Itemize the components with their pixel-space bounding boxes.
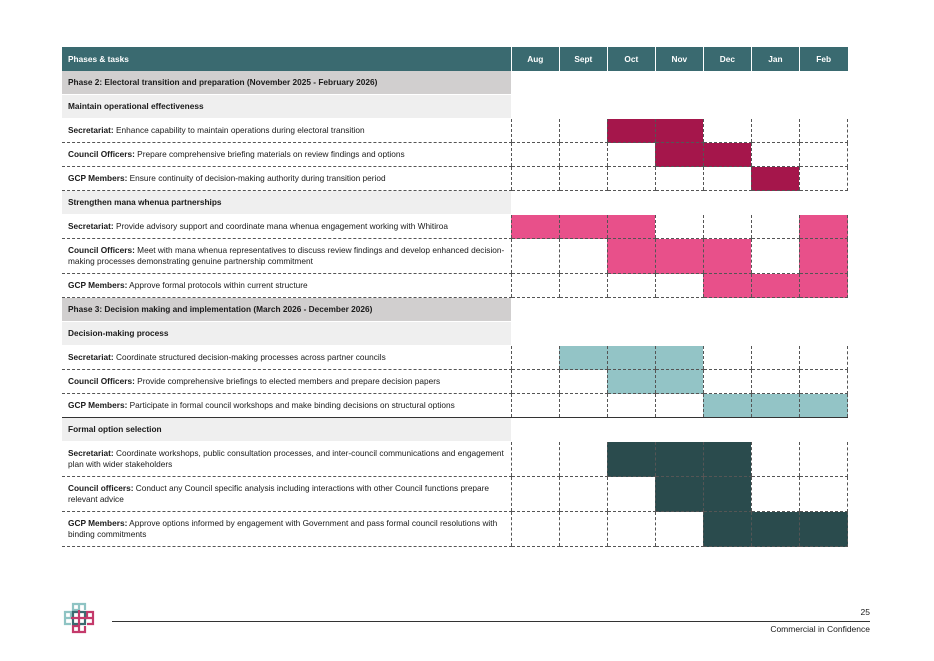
timeline-bar-cell	[703, 512, 751, 547]
timeline-empty-cell	[511, 346, 559, 370]
timeline-empty-cell	[799, 143, 847, 167]
timeline-empty-cell	[511, 370, 559, 394]
timeline-bar-cell	[559, 346, 607, 370]
task-row	[62, 512, 848, 547]
task-role: GCP Members:	[68, 173, 128, 183]
timeline-empty-cell	[559, 477, 607, 512]
timeline-empty-cell	[703, 370, 751, 394]
timeline-bar-cell	[703, 239, 751, 274]
task-description: Provide advisory support and coordinate mana whenua engagement working with Whitiroa	[113, 221, 449, 231]
timeline-empty-cell	[751, 239, 799, 274]
timeline-empty-cell	[607, 274, 655, 298]
task-label	[62, 346, 511, 370]
task-row	[62, 346, 848, 370]
timeline-empty-cell	[751, 442, 799, 477]
timeline-bar-cell	[655, 239, 703, 274]
phase-title: Phase 3: Decision making and implementation (March 2026 - December 2026)	[62, 298, 511, 322]
task-role: Secretariat:	[68, 352, 114, 362]
blank-area	[511, 191, 847, 215]
timeline-empty-cell	[751, 370, 799, 394]
timeline-empty-cell	[655, 215, 703, 239]
task-row	[62, 370, 848, 394]
timeline-bar-cell	[655, 346, 703, 370]
timeline-empty-cell	[703, 167, 751, 191]
timeline-bar-cell	[703, 274, 751, 298]
timeline-bar-cell	[751, 394, 799, 418]
task-label	[62, 215, 511, 239]
task-row	[62, 239, 848, 274]
group-row	[62, 191, 848, 215]
group-row	[62, 322, 848, 346]
confidentiality-label: Commercial in Confidence	[770, 624, 870, 634]
timeline-empty-cell	[511, 239, 559, 274]
knot-logo-icon	[62, 601, 96, 635]
timeline-empty-cell	[655, 512, 703, 547]
blank-area	[511, 95, 847, 119]
timeline-bar-cell	[799, 215, 847, 239]
timeline-empty-cell	[799, 167, 847, 191]
timeline-empty-cell	[559, 394, 607, 418]
timeline-empty-cell	[511, 394, 559, 418]
timeline-empty-cell	[559, 143, 607, 167]
page-number: 25	[860, 607, 870, 617]
blank-area	[511, 322, 847, 346]
task-description: Enhance capability to maintain operations during electoral transition	[113, 125, 365, 135]
task-role: GCP Members:	[68, 400, 128, 410]
timeline-empty-cell	[751, 346, 799, 370]
task-role: Secretariat:	[68, 448, 114, 458]
timeline-empty-cell	[607, 167, 655, 191]
group-title: Decision-making process	[62, 322, 511, 346]
timeline-empty-cell	[607, 143, 655, 167]
task-row	[62, 119, 848, 143]
task-description: Prepare comprehensive briefing materials on review findings and options	[134, 149, 405, 159]
task-label	[62, 370, 511, 394]
task-description: Conduct any Council specific analysis including interactions with other Council functions prepare relevant advice	[68, 483, 490, 504]
phase-row	[62, 298, 848, 322]
task-label	[62, 442, 511, 477]
phase-row	[62, 71, 848, 95]
timeline-bar-cell	[799, 512, 847, 547]
timeline-bar-cell	[703, 477, 751, 512]
task-role: Council Officers:	[68, 149, 135, 159]
timeline-empty-cell	[511, 167, 559, 191]
timeline-bar-cell	[607, 239, 655, 274]
month-header: Dec	[703, 47, 751, 71]
timeline-bar-cell	[511, 215, 559, 239]
task-row	[62, 477, 848, 512]
month-header: Nov	[655, 47, 703, 71]
timeline-bar-cell	[655, 119, 703, 143]
task-role: Council officers:	[68, 483, 134, 493]
timeline-empty-cell	[511, 512, 559, 547]
timeline-empty-cell	[751, 143, 799, 167]
timeline-empty-cell	[751, 215, 799, 239]
timeline-body	[62, 71, 848, 547]
timeline-bar-cell	[799, 394, 847, 418]
timeline-empty-cell	[559, 239, 607, 274]
timeline-empty-cell	[799, 346, 847, 370]
timeline-empty-cell	[799, 442, 847, 477]
timeline-empty-cell	[607, 394, 655, 418]
task-role: Council Officers:	[68, 376, 135, 386]
task-row	[62, 167, 848, 191]
task-description: Meet with mana whenua representatives to discuss review findings and develop enhanced decision-making processes demonstrating genuine partnership commitment	[68, 245, 505, 266]
phases-tasks-header: Phases & tasks	[62, 47, 511, 71]
timeline-empty-cell	[751, 119, 799, 143]
timeline-empty-cell	[559, 274, 607, 298]
timeline-bar-cell	[799, 274, 847, 298]
timeline-bar-cell	[655, 442, 703, 477]
task-row	[62, 143, 848, 167]
timeline-empty-cell	[511, 274, 559, 298]
timeline-empty-cell	[607, 512, 655, 547]
month-header: Aug	[511, 47, 559, 71]
group-row	[62, 95, 848, 119]
task-description: Approve options informed by engagement with Government and pass formal council resolutions with binding commitments	[68, 518, 498, 539]
task-role: GCP Members:	[68, 280, 128, 290]
task-role: GCP Members:	[68, 518, 128, 528]
timeline-bar-cell	[751, 167, 799, 191]
timeline-empty-cell	[799, 119, 847, 143]
timeline-empty-cell	[703, 119, 751, 143]
blank-area	[511, 71, 847, 95]
task-description: Coordinate workshops, public consultation processes, and inter-council communications and engagement plan with wider stakeholders	[68, 448, 504, 469]
task-row	[62, 394, 848, 418]
timeline-table	[62, 47, 848, 547]
task-label	[62, 477, 511, 512]
timeline-bar-cell	[655, 477, 703, 512]
group-row	[62, 418, 848, 442]
blank-area	[511, 298, 847, 322]
timeline-empty-cell	[511, 143, 559, 167]
timeline-bar-cell	[751, 274, 799, 298]
timeline-bar-cell	[703, 394, 751, 418]
blank-area	[511, 418, 847, 442]
header-row	[62, 47, 848, 71]
task-role: Secretariat:	[68, 125, 114, 135]
timeline-empty-cell	[607, 477, 655, 512]
timeline-empty-cell	[559, 119, 607, 143]
task-label	[62, 167, 511, 191]
task-label	[62, 274, 511, 298]
group-title: Strengthen mana whenua partnerships	[62, 191, 511, 215]
timeline-empty-cell	[655, 274, 703, 298]
task-row	[62, 274, 848, 298]
timeline-empty-cell	[511, 442, 559, 477]
task-label	[62, 143, 511, 167]
timeline-empty-cell	[799, 370, 847, 394]
month-header: Jan	[751, 47, 799, 71]
timeline-empty-cell	[559, 442, 607, 477]
task-row	[62, 215, 848, 239]
timeline-empty-cell	[559, 512, 607, 547]
timeline-bar-cell	[655, 370, 703, 394]
month-header: Oct	[607, 47, 655, 71]
task-role: Council Officers:	[68, 245, 135, 255]
timeline-empty-cell	[559, 370, 607, 394]
task-description: Participate in formal council workshops and make binding decisions on structural options	[127, 400, 455, 410]
task-label	[62, 394, 511, 418]
task-label	[62, 119, 511, 143]
timeline-empty-cell	[751, 477, 799, 512]
timeline-bar-cell	[607, 119, 655, 143]
timeline-empty-cell	[799, 477, 847, 512]
task-description: Coordinate structured decision-making processes across partner councils	[113, 352, 386, 362]
task-label	[62, 512, 511, 547]
month-header: Feb	[799, 47, 847, 71]
task-description: Ensure continuity of decision-making authority during transition period	[127, 173, 386, 183]
timeline-empty-cell	[655, 167, 703, 191]
timeline-empty-cell	[511, 477, 559, 512]
timeline-bar-cell	[703, 143, 751, 167]
group-title: Formal option selection	[62, 418, 511, 442]
month-header: Sept	[559, 47, 607, 71]
timeline-bar-cell	[607, 215, 655, 239]
timeline-bar-cell	[799, 239, 847, 274]
timeline-empty-cell	[703, 215, 751, 239]
footer-divider	[112, 621, 870, 622]
timeline-bar-cell	[607, 442, 655, 477]
phase-title: Phase 2: Electoral transition and preparation (November 2025 - February 2026)	[62, 71, 511, 95]
timeline-empty-cell	[559, 167, 607, 191]
timeline-empty-cell	[511, 119, 559, 143]
timeline-bar-cell	[751, 512, 799, 547]
timeline-bar-cell	[607, 346, 655, 370]
task-label	[62, 239, 511, 274]
timeline-bar-cell	[703, 442, 751, 477]
timeline-empty-cell	[655, 394, 703, 418]
task-role: Secretariat:	[68, 221, 114, 231]
timeline-bar-cell	[607, 370, 655, 394]
task-description: Provide comprehensive briefings to elected members and prepare decision papers	[134, 376, 441, 386]
timeline-bar-cell	[559, 215, 607, 239]
group-title: Maintain operational effectiveness	[62, 95, 511, 119]
task-row	[62, 442, 848, 477]
task-description: Approve formal protocols within current structure	[127, 280, 308, 290]
timeline-empty-cell	[703, 346, 751, 370]
timeline-bar-cell	[655, 143, 703, 167]
